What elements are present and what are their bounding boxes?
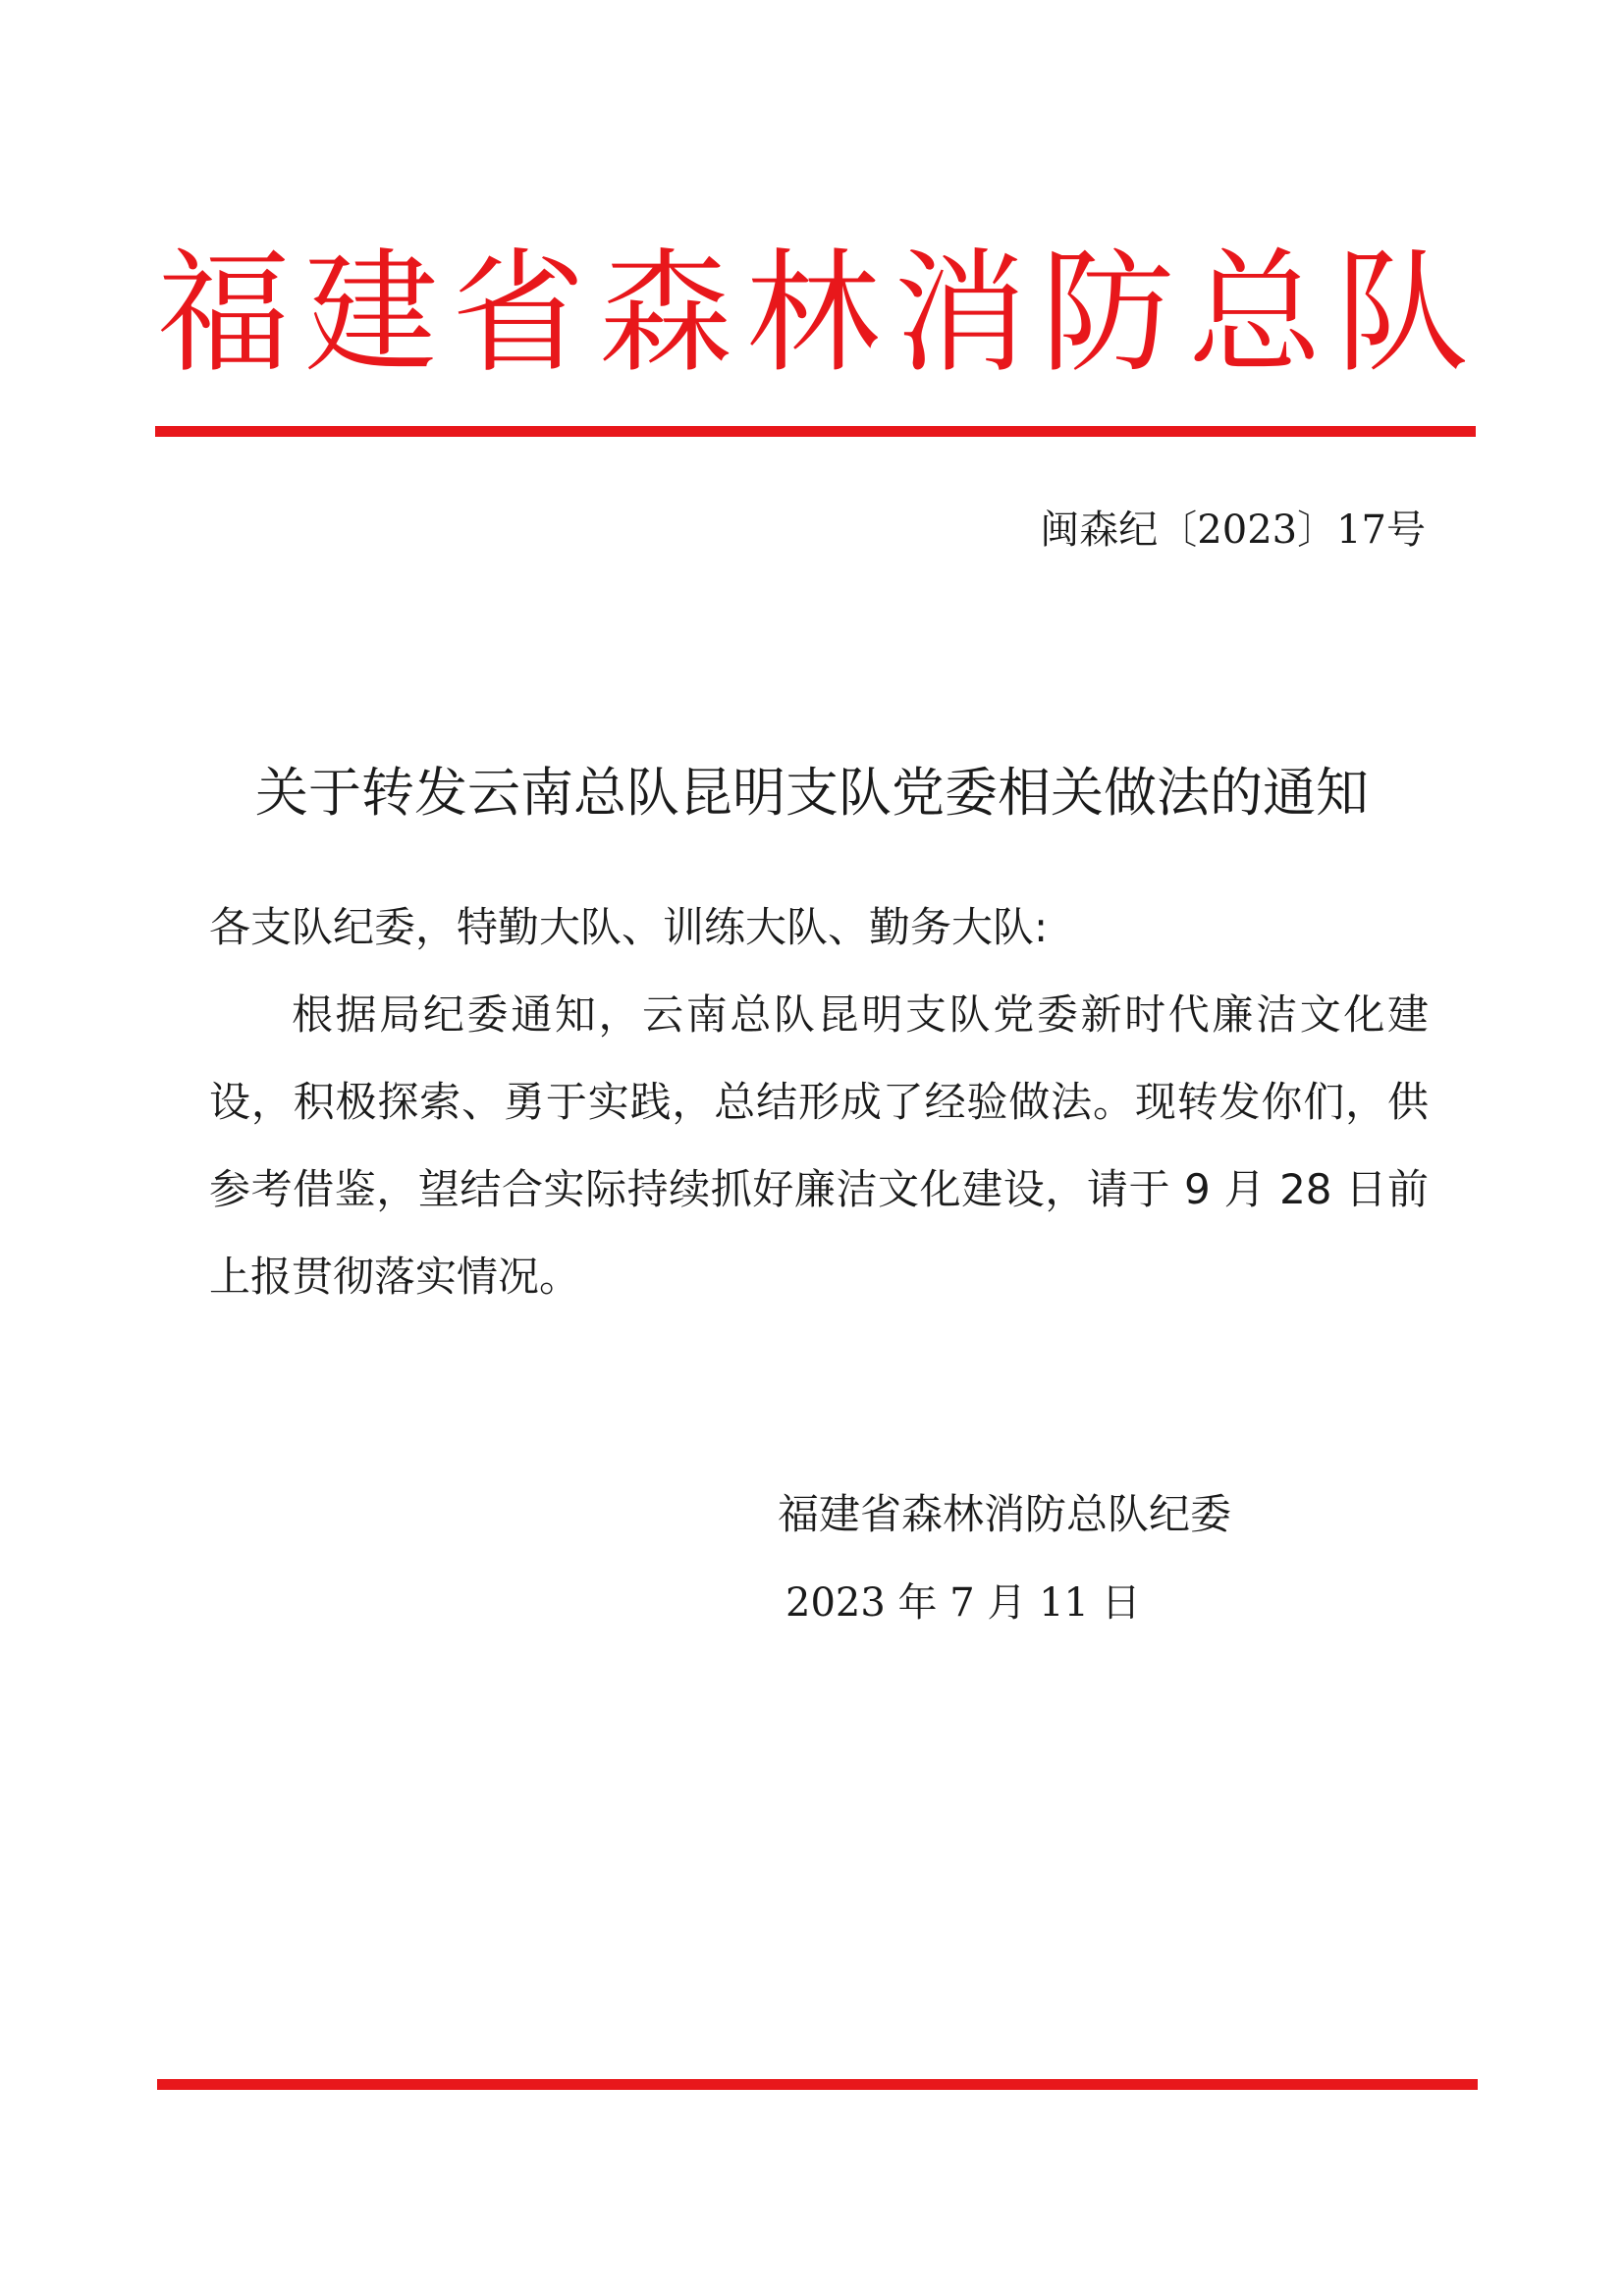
letterhead-title: 福建省森林消防总队 — [157, 237, 1483, 392]
letterhead-divider-top — [155, 426, 1476, 437]
body-paragraph: 根据局纪委通知，云南总队昆明支队党委新时代廉洁文化建设，积极探索、勇于实践，总结形成了经验做法。现转发你们，供参考借鉴，望结合实际持续抓好廉洁文化建设，请于 9 月 28 日前上报贯彻落实情况。 — [209, 990, 1429, 1301]
notice-title: 关于转发云南总队昆明支队党委相关做法的通知 — [255, 762, 1369, 824]
signature-organization: 福建省森林消防总队纪委 — [778, 1490, 1232, 1538]
letterhead-divider-bottom — [157, 2079, 1478, 2090]
notice-body — [209, 883, 1429, 1320]
salutation: 各支队纪委，特勤大队、训练大队、勤务大队: — [209, 903, 1049, 951]
signature-date: 2023 年 7 月 11 日 — [785, 1580, 1141, 1626]
document-number: 闽森纪〔2023〕17号 — [1040, 507, 1426, 553]
